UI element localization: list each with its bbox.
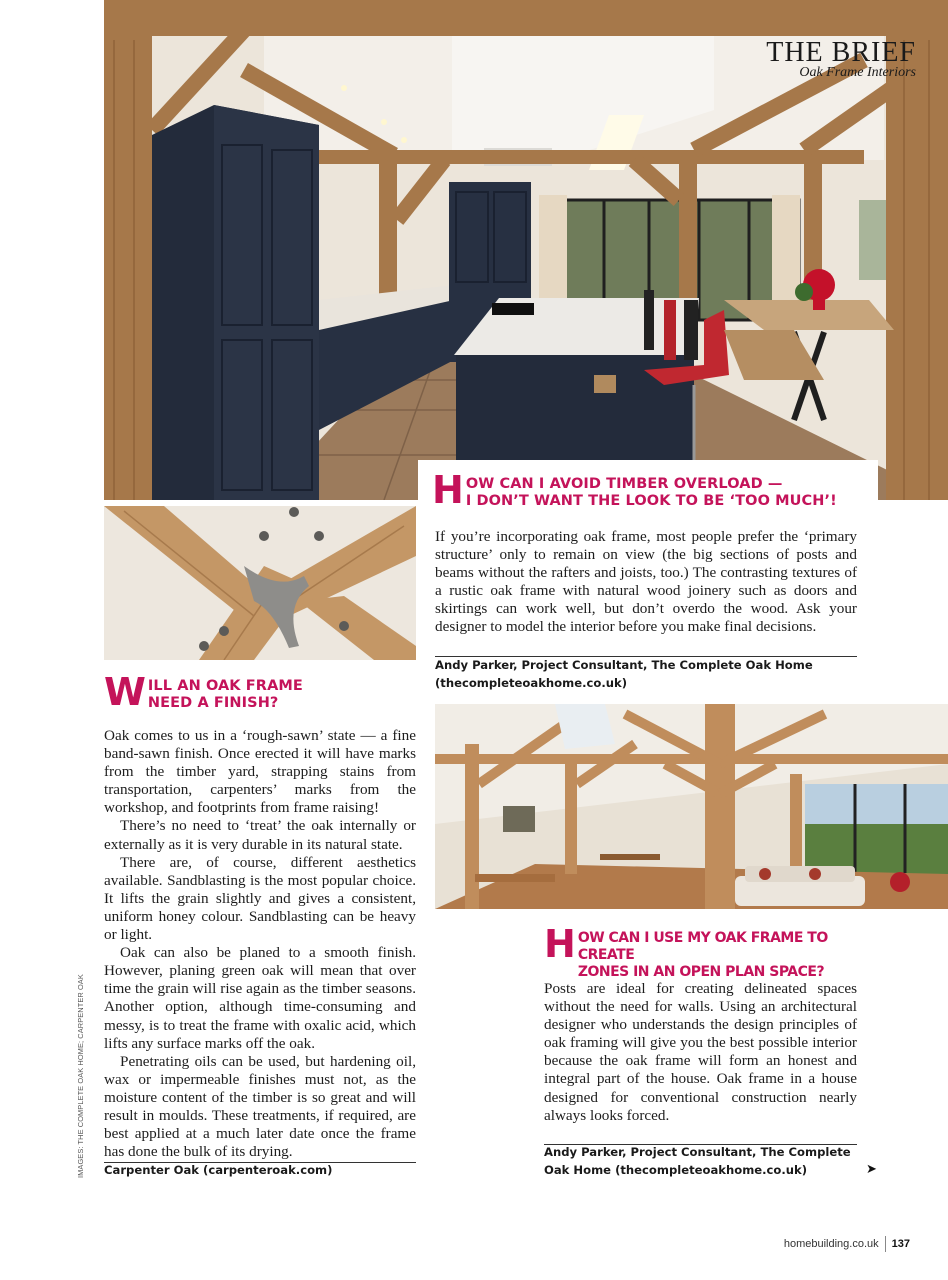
credit-line-2: (thecompleteoakhome.co.uk) [435, 676, 627, 690]
section-heading [766, 38, 916, 80]
heading-line-1: ILL AN OAK FRAME [147, 678, 303, 694]
heading-line-1: OW CAN I USE MY OAK FRAME TO CREATE [577, 930, 828, 963]
section-title: THE BRIEF [766, 37, 916, 68]
answer-credit [435, 656, 865, 692]
question-heading [544, 922, 864, 981]
credit-line-2: Oak Home (thecompleteoakhome.co.uk) [544, 1163, 808, 1177]
footer-separator [885, 1236, 886, 1252]
page-footer [784, 1236, 910, 1252]
question-heading [104, 670, 416, 714]
footer-site: homebuilding.co.uk [783, 1238, 879, 1250]
answer-oak-finish [104, 727, 416, 1161]
answer-credit [544, 1143, 864, 1179]
kitchen-photo [104, 0, 948, 500]
drop-cap: H [432, 468, 464, 512]
image-credit: IMAGES: THE COMPLETE OAK HOME; CARPENTER OAK [76, 974, 85, 1178]
drop-cap: W [104, 670, 146, 714]
question-oak-finish-heading [104, 670, 416, 714]
answer-paragraph: Penetrating oils can be used, but hardening oil, wax or impermeable finishes must not, as the moisture content of the timber is so great and will result in moulds. These treatments, if required, are best applied at a much later date once the frame has done the bulk of its drying. [104, 1052, 416, 1161]
heading-line-1: OW CAN I AVOID TIMBER OVERLOAD — [465, 476, 783, 492]
credit-line-1: Andy Parker, Project Consultant, The Complete Oak Home [435, 658, 813, 672]
answer-credit [104, 1161, 416, 1179]
question-heading [432, 468, 878, 512]
open-plan-photo [435, 704, 948, 909]
oak-joint-photo [104, 506, 416, 660]
answer-open-plan [544, 980, 857, 1125]
question-open-plan-heading [544, 922, 864, 981]
credit-line-1: Carpenter Oak (carpenteroak.com) [104, 1163, 333, 1177]
page-number: 137 [891, 1238, 910, 1250]
answer-paragraph: If you’re incorporating oak frame, most people prefer the ‘primary structure’ only to remain on view (the big sections of posts and beams without the rafters and joists, too.) The contrasting textures of a rustic oak frame with natural wood joinery such as doors and skirtings can work well, but don’t overdo the wood. Ask your designer to model the interior before you make final decisions. [435, 528, 857, 636]
answer-paragraph: Oak can also be planed to a smooth finish. However, planing green oak will mean that over time the grain will rise again as the timber seasons. Another option, although time-consuming and messy, is to treat the frame with oxalic acid, which lifts any surface marks off the oak. [104, 944, 416, 1052]
heading-line-2: ZONES IN AN OPEN PLAN SPACE? [577, 964, 825, 980]
heading-line-2: I DON’T WANT THE LOOK TO BE ‘TOO MUCH’! [465, 493, 837, 509]
answer-timber-overload [435, 528, 857, 637]
answer-paragraph: There’s no need to ‘treat’ the oak internally or externally as it is very durable in its natural state. [104, 817, 416, 853]
credit-line-1: Andy Parker, Project Consultant, The Complete [544, 1145, 851, 1159]
joint-illustration [104, 506, 416, 660]
heading-line-2: NEED A FINISH? [147, 695, 279, 711]
answer-paragraph: There are, of course, different aesthetics available. Sandblasting is the most popular choice. It lifts the grain slightly and gives a consistent, uniform honey colour. Sandblasting can be heavy or light. [104, 853, 416, 944]
drop-cap: H [544, 922, 576, 966]
continue-arrow-icon: ➤ [866, 1162, 877, 1177]
section-subtitle: Oak Frame Interiors [799, 65, 916, 80]
answer-paragraph: Oak comes to us in a ‘rough-sawn’ state — a fine band-sawn finish. Once erected it will have marks from the timber yard, strapping stains from transportation, carpenters’ marks from the workshop, and footprints from frame raising! [104, 727, 416, 817]
answer-paragraph: Posts are ideal for creating delineated spaces without the need for walls. Using an architectural designer who understands the design principles of oak framing will give you the best possible interior because the oak frame will form an honest and integral part of the house. Oak frame in a house designed for conventional construction nearly always looks forced. [544, 980, 857, 1124]
question-timber-overload-heading [418, 460, 878, 512]
open-plan-illustration [435, 704, 948, 909]
